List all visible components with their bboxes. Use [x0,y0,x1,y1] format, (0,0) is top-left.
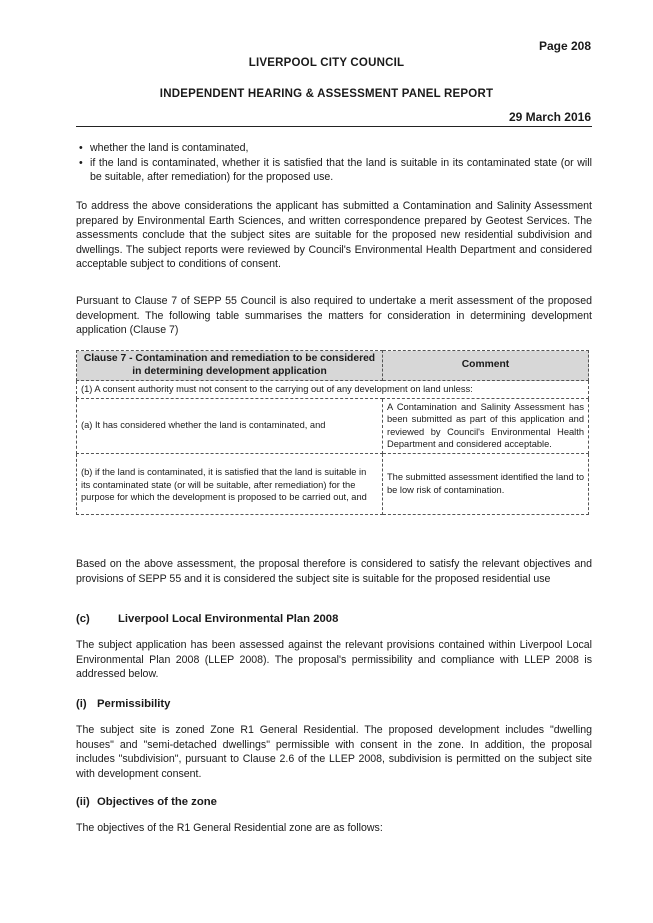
paragraph-conclusion: Based on the above assessment, the proposal therefore is considered to satisfy the relevant objectives and provisions of SEPP 55 and it is considered the subject site is suitable for the proposed residential use [76,558,592,585]
table-cell-clause: (a) It has considered whether the land is contaminated, and [77,398,383,453]
table-row [77,398,589,453]
table-header-row [77,351,589,381]
section-ii-number: (ii) [76,796,90,808]
paragraph-permissibility: The subject site is zoned Zone R1 General Residential. The proposed development includes "dwelling houses" and "semi-detached dwellings" permissible with consent in the zone. In addition, the proposal includes "subdivision", pursuant to Clause 2.6 of the LLEP 2008, subdivision is permitted on the subject site with development consent. [76,724,592,780]
table-header-comment: Comment [383,351,589,381]
section-i-number: (i) [76,698,87,710]
table-row [77,381,589,399]
section-c-title: Liverpool Local Environmental Plan 2008 [118,613,339,625]
report-title: INDEPENDENT HEARING & ASSESSMENT PANEL REPORT [159,88,494,100]
section-i-title: Permissibility [97,698,171,710]
table-cell-comment: The submitted assessment identified the land to be low risk of contamination. [383,453,589,514]
table-cell-comment: A Contamination and Salinity Assessment has been submitted as part of this application and reviewed by Council's Environmental Health Department and considered acceptable. [383,398,589,453]
report-date: 29 March 2016 [508,110,591,124]
table-intro-cell: (1) A consent authority must not consent to the carrying out of any development on land unless: [77,381,589,399]
section-c-number: (c) [76,613,90,625]
paragraph-objectives: The objectives of the R1 General Residential zone are as follows: [76,822,383,834]
council-name: LIVERPOOL CITY COUNCIL [248,57,405,69]
consideration-list [76,141,592,185]
list-item: • whether the land is contaminated, [76,141,592,156]
table-header-clause: Clause 7 - Contamination and remediation to be considered in determining development application [77,351,383,381]
page-number: Page 208 [538,39,591,53]
table-row [77,453,589,514]
section-ii-title: Objectives of the zone [97,796,217,808]
paragraph-llep: The subject application has been assessed against the relevant provisions contained within Liverpool Local Environmental Plan 2008 (LLEP 2008). The proposal's permissibility and compliance with LLEP 2008 is addressed below. [76,639,592,680]
paragraph-assessment: To address the above considerations the applicant has submitted a Contamination and Salinity Assessment prepared by Environmental Earth Sciences, and written correspondence prepared by Geotest Services. The assessments conclude that the subject sites are suitable for the proposed new residential subdivision and dwellings. The subject reports were reviewed by Council's Environmental Health Department and considered acceptable subject to conditions of consent. [76,200,592,270]
clause-7-table [76,350,589,515]
list-item: • if the land is contaminated, whether it is satisfied that the land is suitable in its contaminated state (or will be suitable, after remediation) for the proposed use. [76,156,592,185]
paragraph-clause-7: Pursuant to Clause 7 of SEPP 55 Council is also required to undertake a merit assessment of the proposed development. The following table summarises the matters for consideration in determining development application (Clause 7) [76,295,592,336]
header-divider [76,126,592,127]
table-cell-clause: (b) if the land is contaminated, it is satisfied that the land is suitable in its contaminated state (or will be suitable, after remediation) for the purpose for which the development is proposed to be carried out, and [77,453,383,514]
